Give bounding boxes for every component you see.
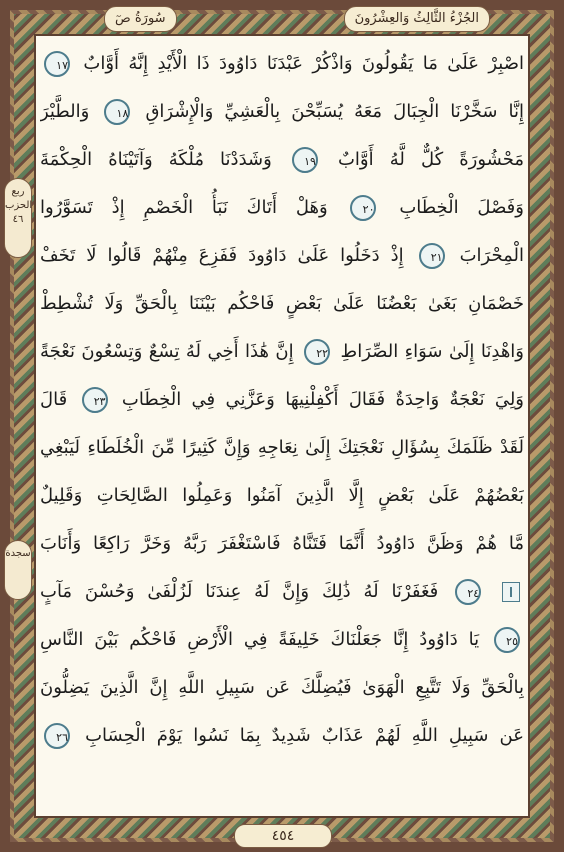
line-text: يَا دَاوُودُ إِنَّا جَعَلْنَاكَ خَلِيفَةً فِي الْأَرْضِ فَاحْكُم بَيْنَ النَّاسِ [40,629,480,650]
ayah-number-marker: ٢٣ [82,387,108,413]
line-text-tail: إِنَّ هَٰذَا أَخِي لَهُ تِسْعٌ وَتِسْعُونَ نَعْجَةً [40,341,294,362]
verse-line-12 [40,568,524,616]
line-text: بَعْضُهُمْ عَلَىٰ بَعْضٍ إِلَّا الَّذِينَ آمَنُوا وَعَمِلُوا الصَّالِحَاتِ وَقَلِيلٌ [40,485,524,506]
line-text: بِالْحَقِّ وَلَا تَتَّبِعِ الْهَوَىٰ فَيُضِلَّكَ عَن سَبِيلِ اللَّهِ إِنَّ الَّذِينَ يَضِلُّونَ [40,677,524,698]
line-text: مَحْشُورَةً كُلٌّ لَّهُ أَوَّابٌ [337,149,524,170]
ayah-number-marker: ٢٦ [44,723,70,749]
verse-line-13 [40,616,524,664]
verse-line-6 [40,280,524,328]
verse-lines [40,40,524,810]
verse-line-11 [40,520,524,568]
verse-line-7 [40,328,524,376]
line-text-tail: وَشَدَدْنَا مُلْكَهُ وَآتَيْنَاهُ الْحِكْمَةَ [40,149,272,170]
verse-line-1 [40,40,524,88]
ayah-number-marker: ٢٠ [350,195,376,221]
line-text: وَاهْدِنَا إِلَىٰ سَوَاءِ الصِّرَاطِ [340,341,524,362]
ayah-number-marker: ١٨ [104,99,130,125]
line-text-tail: قَالَ [40,389,68,410]
line-text: إِنَّا سَخَّرْنَا الْجِبَالَ مَعَهُ يُسَبِّحْنَ بِالْعَشِيِّ وَالْإِشْرَاقِ [145,101,524,122]
line-text: لَقَدْ ظَلَمَكَ بِسُؤَالِ نَعْجَتِكَ إِلَىٰ نِعَاجِهِ وَإِنَّ كَثِيرًا مِّنَ الْخُلَطَاءِ لَيَبْغِي [40,437,524,458]
line-text-tail: وَهَلْ أَتَاكَ نَبَأُ الْخَصْمِ إِذْ تَسَوَّرُوا [40,197,328,218]
page-number: ٤٥٤ [234,824,332,848]
line-text: خَصْمَانِ بَغَىٰ بَعْضُنَا عَلَىٰ بَعْضٍ فَاحْكُم بَيْنَنَا بِالْحَقِّ وَلَا تُشْطِطْ [40,293,524,314]
ayah-number-marker: ١٧ [44,51,70,77]
verse-line-8 [40,376,524,424]
verse-line-2 [40,88,524,136]
verse-line-9 [40,424,524,472]
ayah-number-marker: ٢١ [419,243,445,269]
verse-line-10 [40,472,524,520]
sajda-marker: سجدة [4,540,32,600]
line-text-tail: وَالطَّيْرَ [40,101,90,122]
ayah-number-marker: ٢٥ [494,627,520,653]
line-text: وَلِيَ نَعْجَةٌ وَاحِدَةٌ فَقَالَ أَكْفِلْنِيهَا وَعَزَّنِي فِي الْخِطَابِ [121,389,524,410]
verse-line-14 [40,664,524,712]
sajda-icon [502,582,520,602]
line-text: فَغَفَرْنَا لَهُ ذَٰلِكَ وَإِنَّ لَهُ عِندَنَا لَزُلْفَىٰ وَحُسْنَ مَآبٍ [40,581,439,602]
line-text: الْمِحْرَابَ [459,245,524,266]
verse-line-5 [40,232,524,280]
ayah-number-marker: ١٩ [292,147,318,173]
juz-title: الجُزْءُ الثَّالِثُ وَالعِشْرُونَ [344,6,490,32]
line-text: وَفَصْلَ الْخِطَابِ [399,197,524,218]
hizb-marker: ربع الحزب ٤٦ [4,178,32,258]
ayah-number-marker: ٢٢ [304,339,330,365]
verse-line-3 [40,136,524,184]
ayah-number-marker: ٢٤ [455,579,481,605]
surah-title: سُورَةُ صٓ [104,6,177,32]
line-text: مَّا هُمْ وَظَنَّ دَاوُودُ أَنَّمَا فَتَنَّاهُ فَاسْتَغْفَرَ رَبَّهُ وَخَرَّ رَاكِعًا وَأَنَابَ [40,533,524,554]
verse-line-4 [40,184,524,232]
line-text-tail: إِذْ دَخَلُوا عَلَىٰ دَاوُودَ فَفَزِعَ مِنْهُمْ قَالُوا لَا تَخَفْ [40,245,404,266]
page-header [34,6,530,34]
verse-line-15 [40,712,524,760]
line-text: اصْبِرْ عَلَىٰ مَا يَقُولُونَ وَاذْكُرْ عَبْدَنَا دَاوُودَ ذَا الْأَيْدِ إِنَّهُ أَوَّابٌ [83,53,524,74]
line-text: عَن سَبِيلِ اللَّهِ لَهُمْ عَذَابٌ شَدِيدٌ بِمَا نَسُوا يَوْمَ الْحِسَابِ [85,725,524,746]
